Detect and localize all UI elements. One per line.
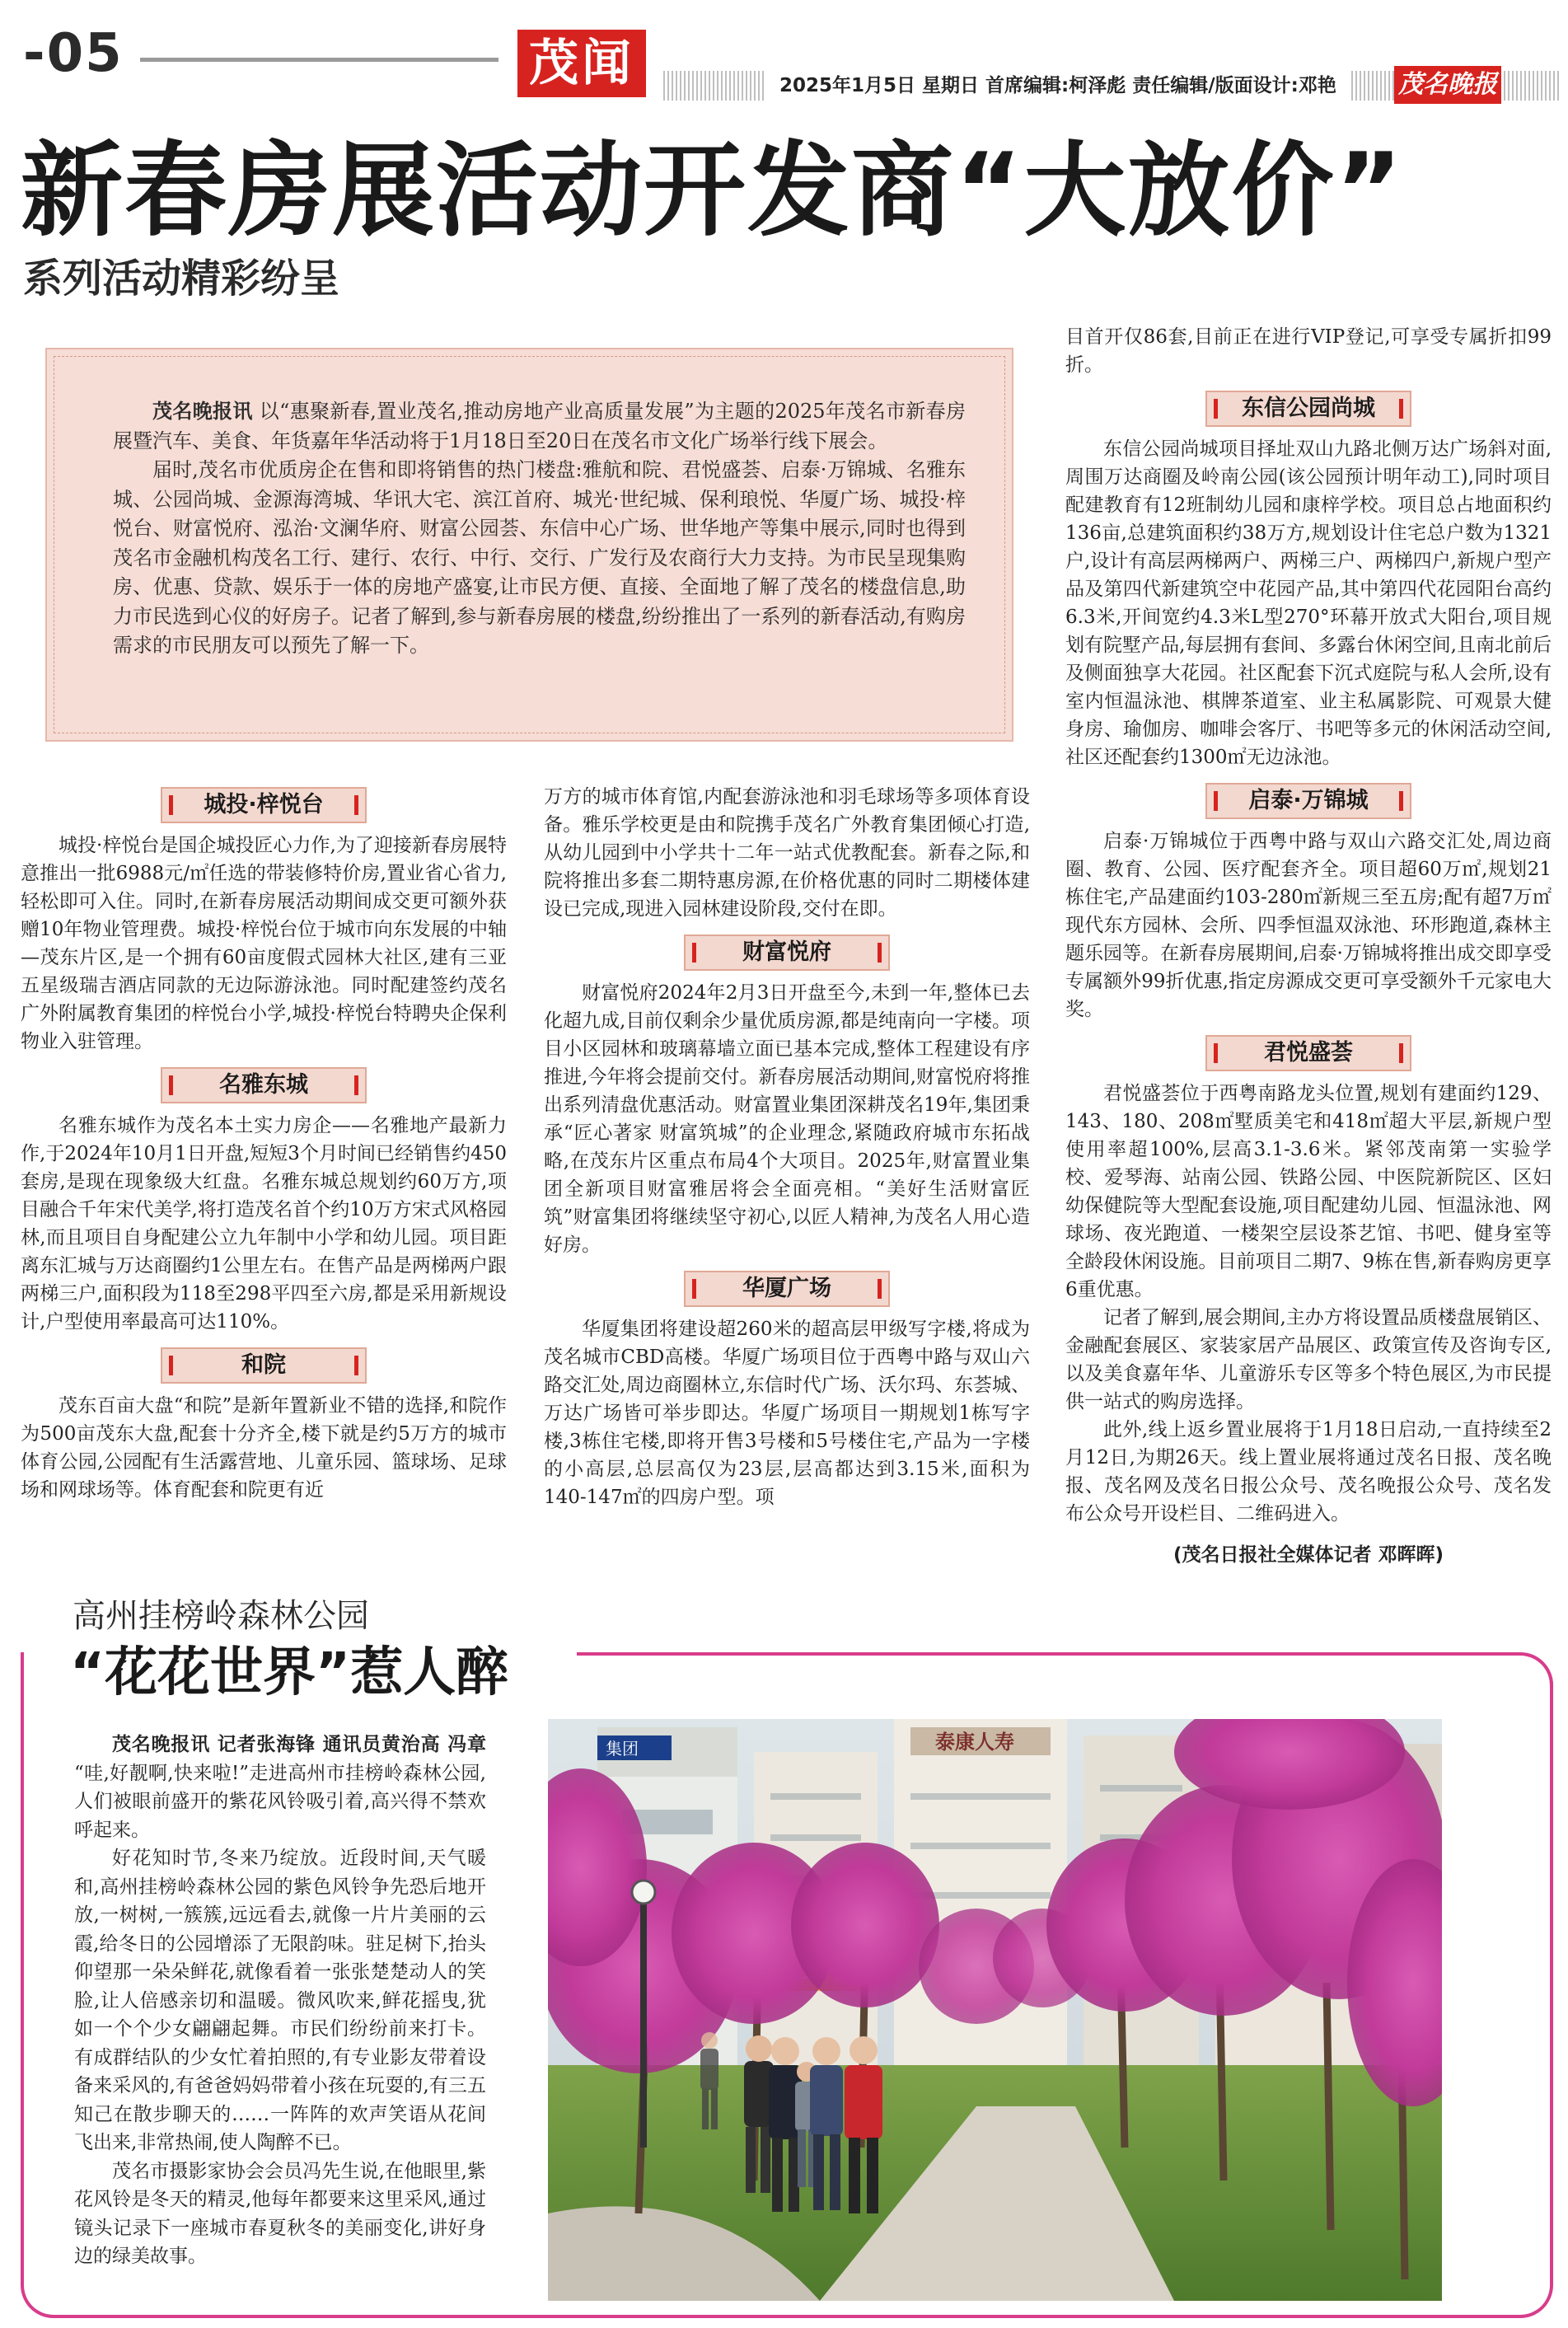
sign-taikang-text: 泰康人寿 (935, 1731, 1014, 1754)
subhead-chengtou: 城投·梓悦台 (161, 787, 367, 823)
paragraph-huaxia-cont: 目首开仅86套,目前正在进行VIP登记,可享受专属折扣99折。 (1065, 326, 1552, 376)
lead-paragraph (113, 397, 966, 456)
lead-text (113, 397, 966, 661)
paragraph-junyue: 君悦盛荟位于西粤南路龙头位置,规划有建面约129、143、180、208㎡墅质美宅和418㎡超大平层,新规户型使用率超100%,层高3.1-3.6米。紧邻茂南第一实验学校、爱琴海、站南公园、铁路公园、中医院新院区、区妇幼保健院等大型配套设施,项目配建幼儿园、恒温泳池、网球场、夜光跑道、一楼架空层设茶艺馆、书吧、健身室等全龄段休闲设施。目前项目二期7、9栋在售,新春购房更享6重优惠。 (1065, 1083, 1552, 1300)
subhead-qitai: 启泰·万锦城 (1205, 783, 1411, 819)
story2-frame-topline (577, 1652, 1520, 1656)
subhead-heyuan: 和院 (161, 1347, 367, 1384)
paragraph-huaxia: 华厦集团将建设超260米的超高层甲级写字楼,将成为茂名城市CBD高楼。华厦广场项目位于西粤中路与双山六路交汇处,周边商圈林立,东信时代广场、沃尔玛、东荟城、万达广场皆可举步即达。华厦广场项目一期规划1栋写字楼,3栋住宅楼,即将开售3号楼和5号楼住宅,产品为一字楼的小高层,总层高仅为23层,层高都达到3.15米,面积为140-147㎡的四房户型。项 (544, 1319, 1030, 1508)
paragraph-expo: 记者了解到,展会期间,主办方将设置品质楼盘展销区、金融配套展区、家装家居产品展区、政策宣传及咨询专区,以及美食嘉年华、儿童游乐专区等多个特色展区,为市民提供一站式的购房选择。 (1065, 1307, 1552, 1412)
newspaper-logo: 茂名晚报 (1394, 66, 1501, 104)
lead-paragraph-1: 以“惠聚新春,置业茂名,推动房地产业高质量发展”为主题的2025年茂名市新春房展暨汽车、美食、年货嘉年华活动将于1月18日至20日在茂名市文化广场举行线下展会。 (113, 400, 967, 452)
park-photo-illustration (548, 1719, 1442, 2301)
subhead-caifu: 财富悦府 (684, 934, 890, 971)
paragraph-dongxin: 东信公园尚城项目择址双山九路北侧万达广场斜对面,周围万达商圈及岭南公园(该公园预计明年动工),同时项目配建教育有12班制幼儿园和康梓学校。项目总占地面积约136亩,总建筑面积约38万方,规划设计住宅总户数为1321户,设计有高层两梯两户、两梯三户、两梯四户,新规户型产品及第四代新建筑空中花园产品,其中第四代花园阳台高约6.3米,开间宽约4.3米L型270°环幕开放式大阳台,项目规划有院墅产品,每层拥有套间、多露台休闲空间,且南北前后及侧面独享大花园。社区配套下沉式庭院与私人会所,设有室内恒温泳池、棋牌茶道室、业主私属影院、可观景大健身房、瑜伽房、咖啡会客厅、书吧等多元的休闲活动空间,社区还配套约1300㎡无边泳池。 (1065, 438, 1552, 768)
column-1 (21, 787, 507, 1504)
subhead-mingya: 名雅东城 (161, 1067, 367, 1103)
subhead-dongxin: 东信公园尚城 (1205, 391, 1411, 427)
page-number: -05 (23, 23, 124, 84)
masthead (0, 0, 1568, 124)
story2-byline: 茂名晚报讯 记者张海锋 通讯员黄治高 冯章 (112, 1734, 486, 1755)
section-badge: 茂闻 (517, 30, 646, 97)
paragraph-mingya: 名雅东城作为茂名本土实力房企——名雅地产最新力作,于2024年10月1日开盘,短短3个月时间已经销售约450套房,是现在现象级大红盘。名雅东城总规划约60万方,项目融合千年宋代美学,将打造茂名首个约10万方宋式风格园林,而且项目自身配建公立九年制中小学和幼儿园。项目距离东汇城与万达商圈约1公里左右。在售产品是两梯两户跟两梯三户,面积段为118至298平四至六房,都是采用新规设计,户型使用率最高可达110%。 (21, 1115, 507, 1333)
subhead-huaxia: 华厦广场 (684, 1271, 890, 1307)
paragraph-online: 此外,线上返乡置业展将于1月18日启动,一直持续至2月12日,为期26天。线上置业展将通过茂名日报、茂名晚报、茂名网及茂名日报公众号、茂名晚报公众号、茂名发布公众号开设栏目、二维码进入。 (1065, 1419, 1552, 1525)
park-photo (548, 1719, 1442, 2301)
paragraph-chengtou: 城投·梓悦台是国企城投匠心力作,为了迎接新春房展特意推出一批6988元/㎡任选的带装修特价房,置业省心省力,轻松即可入住。同时,在新春房展活动期间成交更可额外获赠10年物业管理费。城投·梓悦台位于城市向东发展的中轴—茂东片区,是一个拥有60亩度假式园林大社区,建有三亚五星级瑞吉酒店同款的无边际游泳池。同时配建签约茂名广外附属教育集团的梓悦台小学,城投·梓悦台特聘央企保利物业入驻管理。 (21, 835, 507, 1052)
story2-kicker: 高州挂榜岭森林公园 (73, 1597, 369, 1635)
subheadline: 系列活动精彩纷呈 (23, 255, 340, 302)
masthead-rule (140, 58, 498, 62)
story2-frame-corner (1498, 1652, 1553, 1702)
headline: 新春房展活动开发商“大放价” (21, 132, 1404, 251)
paragraph-heyuan-cont: 万方的城市体育馆,内配套游泳池和羽毛球场等多项体育设备。雅乐学校更是由和院携手茂名广外教育集团倾心打造,从幼儿园到中小学共十二年一站式优教配套。新春之际,和院将推出多套二期特惠房源,在价格优惠的同时二期楼体建设已完成,现进入园林建设阶段,交付在即。 (544, 786, 1030, 920)
story2-paragraph-3: 茂名市摄影家协会会员冯先生说,在他眼里,紫花风铃是冬天的精灵,他每年都要来这里采风,通过镜头记录下一座城市春夏秋冬的美丽变化,讲好身边的绿美故事。 (74, 2160, 486, 2267)
paragraph-qitai: 启泰·万锦城位于西粤中路与双山六路交汇处,周边商圈、教育、公园、医疗配套齐全。项目超60万㎡,规划21栋住宅,产品建面约103-280㎡新规三至五房;配有超7万㎡现代东方园林、会所、四季恒温双泳池、环形跑道,森林主题乐园等。在新春房展期间,启泰·万锦城将推出成交即享受专属额外99折优惠,指定房源成交更可享受额外千元家电大奖。 (1065, 831, 1552, 1020)
column-2 (544, 783, 1030, 1511)
paragraph-heyuan: 茂东百亩大盘“和院”是新年置新业不错的选择,和院作为500亩茂东大盘,配套十分齐全,楼下就是约5万方的城市体育公园,公园配有生活露营地、儿童乐园、篮球场、足球场和网球场等。体育配套和院更有近 (21, 1395, 507, 1501)
column-3 (1065, 323, 1552, 1569)
story2-paragraph-1 (74, 1731, 486, 1844)
paragraph-caifu: 财富悦府2024年2月3日开盘至今,未到一年,整体已去化超九成,目前仅剩余少量优质房源,都是纯南向一字楼。项目小区园林和玻璃幕墙立面已基本完成,整体工程建设有序推进,今年将会提前交付。新春房展活动期间,财富悦府将推出系列清盘优惠活动。财富置业集团深耕茂名19年,集团秉承“匠心著家 财富筑城”的企业理念,紧随政府城市东拓战略,在茂东片区重点布局4个大项目。2025年,财富置业集团全新项目财富雅居将会全面亮相。“美好生活财富匠筑”财富集团将继续坚守初心,以匠人精神,为茂名人用心造好房。 (544, 982, 1030, 1256)
sign-group-text: 集团 (606, 1739, 639, 1759)
story2-text (74, 1731, 486, 2271)
reporter-credit: (茂名日报社全媒体记者 邓晖晖) (1172, 1544, 1444, 1566)
story2-paragraph-1-text: “哇,好靓啊,快来啦!”走进高州市挂榜岭森林公园,人们被眼前盛开的紫花风铃吸引着,高兴得不禁欢呼起来。 (74, 1762, 486, 1841)
lead-box (45, 348, 1013, 742)
dateline: 2025年1月5日 星期日 首席编辑:柯泽彪 责任编辑/版面设计:邓艳 (766, 71, 1350, 101)
story2-title: “花花世界”惹人醉 (70, 1640, 525, 1706)
lead-paragraph-2: 届时,茂名市优质房企在售和即将销售的热门楼盘:雅航和院、君悦盛荟、启泰·万锦城、名雅东城、公园尚城、金源海湾城、华讯大宅、滨江首府、城光·世纪城、保利琅悦、华厦广场、城投·梓悦台、财富悦府、泓治·文澜华府、财富公园荟、东信中心广场、世华地产等集中展示,同时也得到茂名市金融机构茂名工行、建行、农行、中行、交行、广发行及农商行大力支持。为市民呈现集购房、优惠、贷款、娱乐于一体的房地产盛宴,让市民方便、直接、全面地了解了茂名的楼盘信息,助力市民选到心仪的好房子。记者了解到,参与新春房展的楼盘,纷纷推出了一系列的新春活动,有购房需求的市民朋友可以预先了解一下。 (113, 458, 966, 657)
story2-paragraph-2: 好花知时节,冬来乃绽放。近段时间,天气暖和,高州挂榜岭森林公园的紫色风铃争先恐后地开放,一树树,一簇簇,远远看去,就像一片片美丽的云霞,给冬日的公园增添了无限韵味。驻足树下,抬头仰望那一朵朵鲜花,就像看着一张张楚楚动人的笑脸,让人倍感亲切和温暖。微风吹来,鲜花摇曳,犹如一个个少女翩翩起舞。市民们纷纷前来打卡。有成群结队的少女忙着拍照的,有专业影友带着设备来采风的,有爸爸妈妈带着小孩在玩耍的,有三五知己在散步聊天的……一阵阵的欢声笑语从花间飞出来,非常热闹,使人陶醉不已。 (74, 1848, 486, 2153)
subhead-junyue: 君悦盛荟 (1205, 1035, 1411, 1071)
lead-byline: 茂名晚报讯 (152, 400, 253, 423)
